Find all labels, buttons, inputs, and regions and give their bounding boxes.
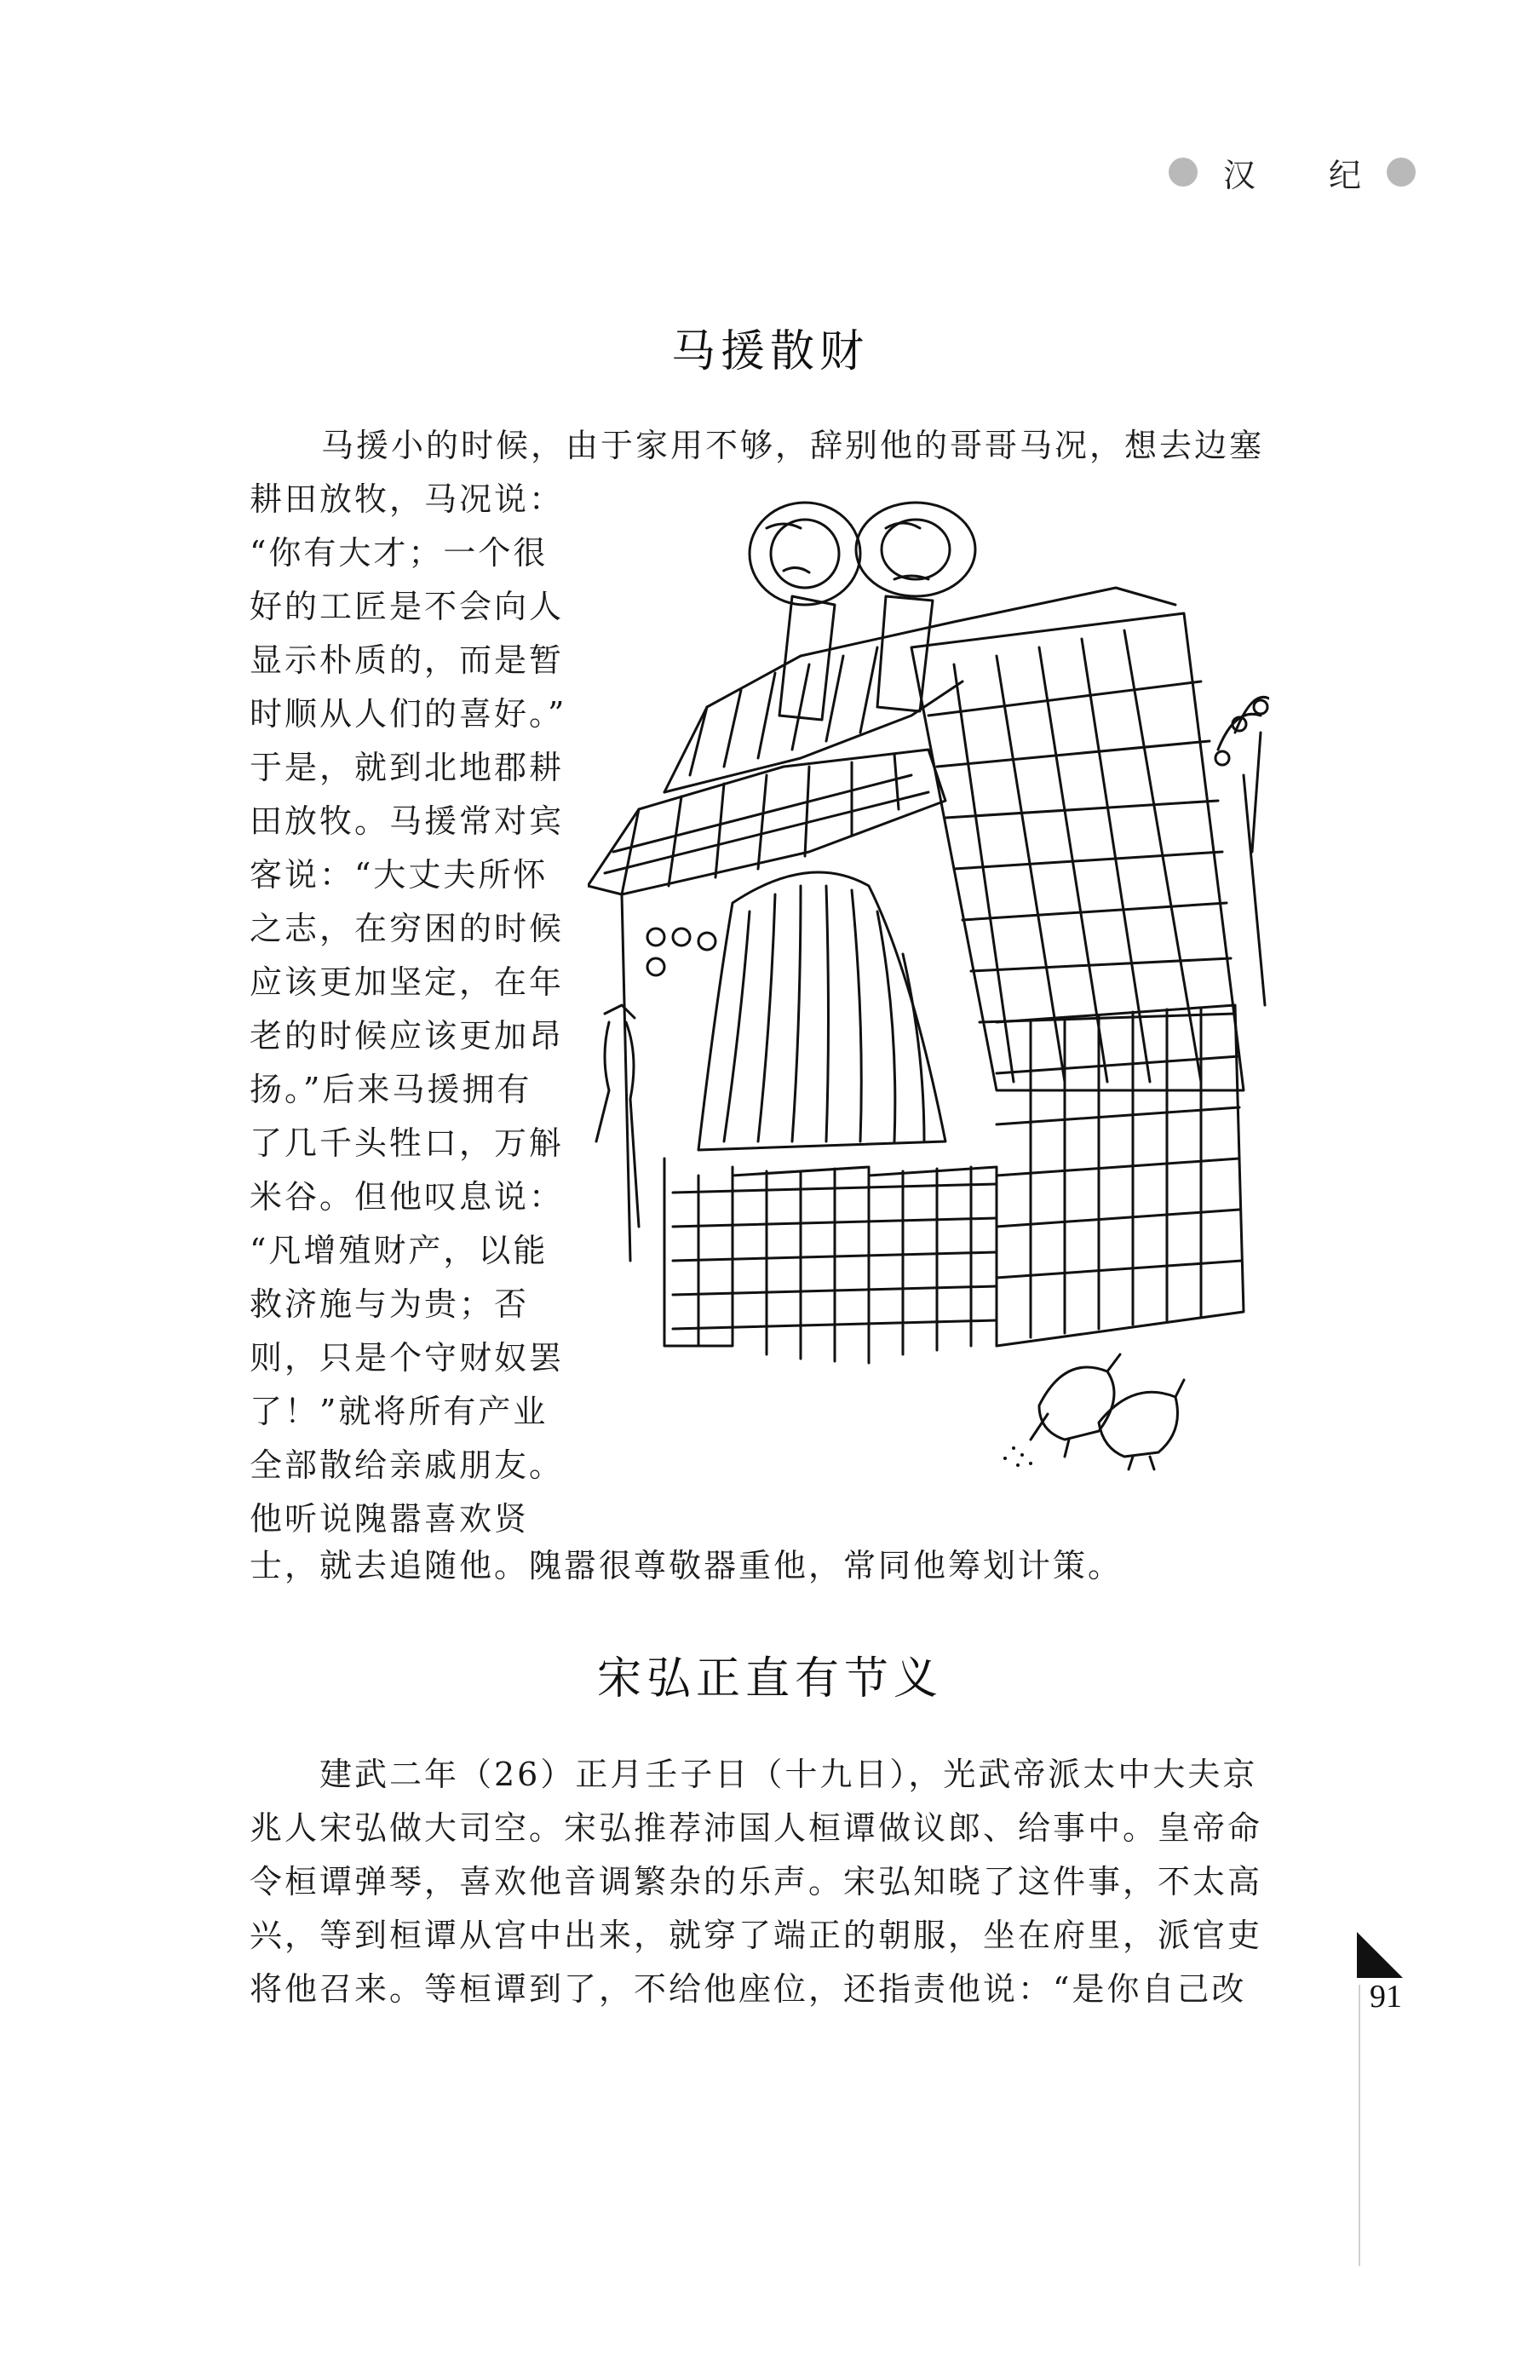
section1-column-text: [250, 473, 576, 1546]
text-line: 应该更加坚定，在年: [250, 963, 565, 1001]
text-line: 之志，在穷困的时候: [250, 910, 565, 947]
text-line: 于是，就到北地郡耕: [250, 749, 565, 786]
text-line: 好的工匠是不会向人: [250, 588, 565, 625]
section1-first-line: [250, 419, 1285, 473]
text-line: 客说：“大丈夫所怀: [250, 856, 549, 894]
text-line: 他听说隗嚣喜欢贤: [250, 1500, 530, 1538]
page-number: 91: [1370, 1979, 1402, 2015]
header-text: [1223, 149, 1361, 196]
text-line: 令桓谭弹琴，喜欢他音调繁杂的乐声。宋弘知晓了这件事，不太高: [250, 1863, 1263, 1900]
text-line: 救济施与为贵；否: [250, 1285, 530, 1323]
section-title-ma-yuan: 马援散财: [670, 326, 869, 377]
text-line: 田放牧。马援常对宾: [250, 802, 565, 840]
header-dot-right-icon: [1387, 158, 1416, 187]
text-line: 则，只是个守财奴罢: [250, 1339, 565, 1377]
text-line: “凡增殖财产，以能: [250, 1232, 549, 1269]
section1-first-line-text: 马援小的时候，由于家用不够，辞别他的哥哥马况，想去边塞: [321, 427, 1265, 464]
corner-triangle-icon: [1357, 1932, 1403, 1978]
text-line: 全部散给亲戚朋友。: [250, 1446, 565, 1484]
thatched-hut-illustration: [588, 494, 1269, 1474]
header-dot-left-icon: [1169, 158, 1198, 187]
header-char-right: 纪: [1328, 156, 1361, 194]
text-line: 耕田放牧，马况说：: [250, 480, 565, 518]
text-line: 时顺从人们的喜好。”: [250, 695, 567, 733]
text-line: 显示朴质的，而是暂: [250, 641, 565, 679]
text-line: 建武二年（26）正月壬子日（十九日），光武帝派太中大夫京: [250, 1756, 1258, 1793]
section2-paragraph: [250, 1748, 1285, 2016]
text-line: 兴，等到桓谭从宫中出来，就穿了端正的朝服，坐在府里，派官吏: [250, 1917, 1263, 1954]
page-corner-mark: [1357, 1932, 1403, 1978]
text-line: “你有大才；一个很: [250, 534, 549, 572]
page-edge-line: [1359, 1985, 1360, 2266]
section1-last-line: 士，就去追随他。隗嚣很尊敬器重他，常同他筹划计策。: [250, 1547, 1123, 1584]
text-line: 老的时候应该更加昂: [250, 1017, 565, 1055]
section-title-song-hong: 宋弘正直有节义: [596, 1653, 943, 1705]
text-line: 米谷。但他叹息说：: [250, 1178, 565, 1216]
text-line: 了几千头牲口，万斛: [250, 1124, 565, 1162]
text-line: 了！”就将所有产业: [250, 1393, 549, 1430]
text-line: 将他召来。等桓谭到了，不给他座位，还指责他说：“是你自己改: [250, 1970, 1247, 2008]
header-char-left: 汉: [1222, 156, 1256, 194]
text-line: 扬。”后来马援拥有: [250, 1071, 532, 1108]
running-header: [1169, 147, 1416, 198]
text-line: 兆人宋弘做大司空。宋弘推荐沛国人桓谭做议郎、给事中。皇帝命: [250, 1809, 1263, 1847]
